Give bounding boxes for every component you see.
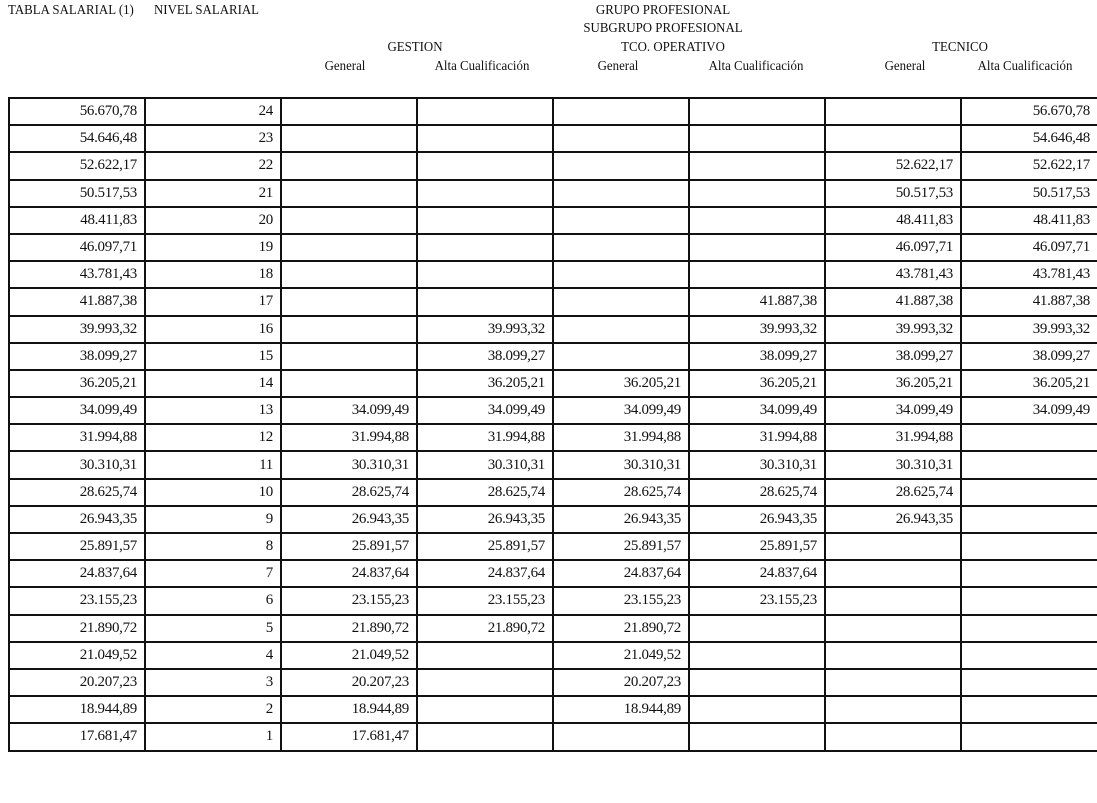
gestion-general-cell: 18.944,89 — [281, 696, 417, 723]
tecnico-general-cell: 28.625,74 — [825, 479, 961, 506]
tco-alta-cell: 34.099,49 — [689, 397, 825, 424]
gestion-alta-cell: 25.891,57 — [417, 533, 553, 560]
tabla-salarial-cell: 39.993,32 — [9, 316, 145, 343]
gestion-alta-cell — [417, 696, 553, 723]
tco-alta-cell — [689, 615, 825, 642]
tabla-salarial-cell: 18.944,89 — [9, 696, 145, 723]
nivel-salarial-header: NIVEL SALARIAL — [154, 3, 260, 18]
gestion-alta-cell — [417, 669, 553, 696]
tco-alta-cell — [689, 207, 825, 234]
tco-alta-cell: 41.887,38 — [689, 288, 825, 315]
tco-alta-cell — [689, 261, 825, 288]
gestion-general-cell — [281, 343, 417, 370]
tco-alta-cell: 24.837,64 — [689, 560, 825, 587]
tco-alta-cell — [689, 152, 825, 179]
tco-general-cell: 23.155,23 — [553, 587, 689, 614]
subcolumn-gestion-alta: Alta Cualificación — [434, 59, 530, 74]
tco-general-cell — [553, 234, 689, 261]
tecnico-alta-cell: 54.646,48 — [961, 125, 1097, 152]
nivel-salarial-cell: 9 — [145, 506, 281, 533]
table-row — [9, 370, 1097, 397]
gestion-alta-cell: 21.890,72 — [417, 615, 553, 642]
nivel-salarial-cell: 16 — [145, 316, 281, 343]
tco-alta-cell: 31.994,88 — [689, 424, 825, 451]
nivel-salarial-cell: 14 — [145, 370, 281, 397]
nivel-salarial-cell: 19 — [145, 234, 281, 261]
gestion-alta-cell: 24.837,64 — [417, 560, 553, 587]
gestion-alta-cell — [417, 261, 553, 288]
nivel-salarial-cell: 3 — [145, 669, 281, 696]
tecnico-alta-cell — [961, 451, 1097, 478]
nivel-salarial-cell: 12 — [145, 424, 281, 451]
tco-general-cell: 28.625,74 — [553, 479, 689, 506]
table-row — [9, 587, 1097, 614]
table-row — [9, 696, 1097, 723]
tco-alta-cell: 25.891,57 — [689, 533, 825, 560]
table-row — [9, 234, 1097, 261]
gestion-alta-cell — [417, 234, 553, 261]
gestion-alta-cell: 30.310,31 — [417, 451, 553, 478]
nivel-salarial-cell: 22 — [145, 152, 281, 179]
gestion-alta-cell — [417, 152, 553, 179]
tecnico-general-cell — [825, 642, 961, 669]
gestion-alta-cell — [417, 125, 553, 152]
tco-general-cell — [553, 180, 689, 207]
nivel-salarial-cell: 1 — [145, 723, 281, 750]
gestion-general-cell — [281, 207, 417, 234]
gestion-general-cell: 24.837,64 — [281, 560, 417, 587]
gestion-alta-cell: 26.943,35 — [417, 506, 553, 533]
tco-alta-cell — [689, 98, 825, 125]
tecnico-alta-cell — [961, 533, 1097, 560]
tco-alta-cell — [689, 696, 825, 723]
table-row — [9, 397, 1097, 424]
tco-general-cell: 30.310,31 — [553, 451, 689, 478]
tecnico-general-cell: 26.943,35 — [825, 506, 961, 533]
tco-general-cell — [553, 98, 689, 125]
gestion-alta-cell — [417, 723, 553, 750]
table-row — [9, 642, 1097, 669]
tco-general-cell — [553, 152, 689, 179]
tecnico-alta-cell: 38.099,27 — [961, 343, 1097, 370]
tecnico-general-cell: 34.099,49 — [825, 397, 961, 424]
gestion-general-cell: 26.943,35 — [281, 506, 417, 533]
group-gestion-header: GESTION — [387, 40, 443, 55]
tecnico-alta-cell — [961, 560, 1097, 587]
gestion-alta-cell: 36.205,21 — [417, 370, 553, 397]
gestion-general-cell: 31.994,88 — [281, 424, 417, 451]
table-row — [9, 316, 1097, 343]
tco-general-cell — [553, 261, 689, 288]
tco-general-cell — [553, 207, 689, 234]
table-row — [9, 288, 1097, 315]
table-row — [9, 451, 1097, 478]
tabla-salarial-cell: 41.887,38 — [9, 288, 145, 315]
subcolumn-tecnico-general: General — [884, 59, 926, 74]
tco-alta-cell — [689, 180, 825, 207]
table-row — [9, 180, 1097, 207]
gestion-general-cell: 30.310,31 — [281, 451, 417, 478]
tecnico-general-cell: 30.310,31 — [825, 451, 961, 478]
tabla-salarial-cell: 36.205,21 — [9, 370, 145, 397]
table-row — [9, 207, 1097, 234]
nivel-salarial-cell: 18 — [145, 261, 281, 288]
gestion-general-cell — [281, 180, 417, 207]
subgrupo-profesional-header: SUBGRUPO PROFESIONAL — [583, 21, 743, 36]
tecnico-general-cell — [825, 696, 961, 723]
tecnico-general-cell: 39.993,32 — [825, 316, 961, 343]
tecnico-general-cell — [825, 98, 961, 125]
tco-alta-cell: 36.205,21 — [689, 370, 825, 397]
gestion-general-cell: 25.891,57 — [281, 533, 417, 560]
tabla-salarial-cell: 21.890,72 — [9, 615, 145, 642]
tco-alta-cell: 28.625,74 — [689, 479, 825, 506]
tabla-salarial-cell: 24.837,64 — [9, 560, 145, 587]
tco-general-cell — [553, 316, 689, 343]
tecnico-general-cell — [825, 560, 961, 587]
tabla-salarial-cell: 23.155,23 — [9, 587, 145, 614]
tecnico-general-cell — [825, 125, 961, 152]
gestion-alta-cell: 31.994,88 — [417, 424, 553, 451]
table-row — [9, 152, 1097, 179]
gestion-general-cell — [281, 316, 417, 343]
gestion-general-cell — [281, 370, 417, 397]
gestion-alta-cell: 39.993,32 — [417, 316, 553, 343]
tecnico-alta-cell: 56.670,78 — [961, 98, 1097, 125]
tco-alta-cell: 26.943,35 — [689, 506, 825, 533]
gestion-alta-cell — [417, 98, 553, 125]
tecnico-alta-cell — [961, 696, 1097, 723]
tabla-salarial-cell: 48.411,83 — [9, 207, 145, 234]
tecnico-alta-cell — [961, 669, 1097, 696]
tco-general-cell: 31.994,88 — [553, 424, 689, 451]
gestion-general-cell — [281, 261, 417, 288]
tabla-salarial-cell: 34.099,49 — [9, 397, 145, 424]
gestion-alta-cell: 38.099,27 — [417, 343, 553, 370]
tabla-salarial-cell: 43.781,43 — [9, 261, 145, 288]
tabla-salarial-cell: 54.646,48 — [9, 125, 145, 152]
tecnico-general-cell — [825, 587, 961, 614]
gestion-general-cell — [281, 125, 417, 152]
gestion-alta-cell — [417, 207, 553, 234]
tco-alta-cell: 23.155,23 — [689, 587, 825, 614]
group-tecnico-header: TECNICO — [932, 40, 988, 55]
tco-general-cell — [553, 125, 689, 152]
gestion-general-cell — [281, 234, 417, 261]
table-row — [9, 669, 1097, 696]
tecnico-alta-cell: 41.887,38 — [961, 288, 1097, 315]
tco-general-cell — [553, 288, 689, 315]
gestion-general-cell: 21.049,52 — [281, 642, 417, 669]
nivel-salarial-cell: 10 — [145, 479, 281, 506]
tecnico-general-cell: 48.411,83 — [825, 207, 961, 234]
tabla-salarial-cell: 30.310,31 — [9, 451, 145, 478]
subcolumn-tecnico-alta: Alta Cualificación — [977, 59, 1073, 74]
tabla-salarial-cell: 56.670,78 — [9, 98, 145, 125]
tecnico-alta-cell — [961, 587, 1097, 614]
gestion-alta-cell: 23.155,23 — [417, 587, 553, 614]
tecnico-alta-cell — [961, 424, 1097, 451]
tco-general-cell — [553, 723, 689, 750]
group-tco-operativo-header: TCO. OPERATIVO — [621, 40, 725, 55]
tecnico-general-cell: 52.622,17 — [825, 152, 961, 179]
nivel-salarial-cell: 6 — [145, 587, 281, 614]
gestion-general-cell — [281, 98, 417, 125]
tco-general-cell: 20.207,23 — [553, 669, 689, 696]
gestion-general-cell: 28.625,74 — [281, 479, 417, 506]
tco-alta-cell — [689, 669, 825, 696]
tabla-salarial-cell: 31.994,88 — [9, 424, 145, 451]
gestion-alta-cell: 34.099,49 — [417, 397, 553, 424]
tecnico-alta-cell: 39.993,32 — [961, 316, 1097, 343]
gestion-general-cell: 20.207,23 — [281, 669, 417, 696]
tco-alta-cell — [689, 234, 825, 261]
tecnico-general-cell: 50.517,53 — [825, 180, 961, 207]
table-row — [9, 98, 1097, 125]
tco-alta-cell — [689, 125, 825, 152]
gestion-alta-cell — [417, 288, 553, 315]
tecnico-general-cell: 36.205,21 — [825, 370, 961, 397]
nivel-salarial-cell: 23 — [145, 125, 281, 152]
tecnico-alta-cell: 52.622,17 — [961, 152, 1097, 179]
tecnico-alta-cell: 34.099,49 — [961, 397, 1097, 424]
gestion-alta-cell: 28.625,74 — [417, 479, 553, 506]
tco-alta-cell — [689, 723, 825, 750]
gestion-general-cell: 17.681,47 — [281, 723, 417, 750]
tabla-salarial-cell: 46.097,71 — [9, 234, 145, 261]
gestion-alta-cell — [417, 180, 553, 207]
tco-alta-cell: 39.993,32 — [689, 316, 825, 343]
table-row — [9, 479, 1097, 506]
tecnico-alta-cell — [961, 615, 1097, 642]
table-row — [9, 533, 1097, 560]
tecnico-general-cell: 41.887,38 — [825, 288, 961, 315]
tabla-salarial-cell: 20.207,23 — [9, 669, 145, 696]
nivel-salarial-cell: 5 — [145, 615, 281, 642]
tecnico-general-cell: 43.781,43 — [825, 261, 961, 288]
subcolumn-tco-alta: Alta Cualificación — [708, 59, 804, 74]
tco-alta-cell — [689, 642, 825, 669]
tecnico-general-cell — [825, 723, 961, 750]
tecnico-alta-cell: 50.517,53 — [961, 180, 1097, 207]
tabla-salarial-cell: 21.049,52 — [9, 642, 145, 669]
tecnico-general-cell — [825, 533, 961, 560]
nivel-salarial-cell: 4 — [145, 642, 281, 669]
tabla-salarial-header: TABLA SALARIAL (1) — [8, 3, 134, 18]
salary-table — [8, 97, 1097, 752]
tecnico-alta-cell: 36.205,21 — [961, 370, 1097, 397]
tecnico-general-cell: 46.097,71 — [825, 234, 961, 261]
gestion-general-cell: 21.890,72 — [281, 615, 417, 642]
nivel-salarial-cell: 17 — [145, 288, 281, 315]
tabla-salarial-cell: 50.517,53 — [9, 180, 145, 207]
nivel-salarial-cell: 24 — [145, 98, 281, 125]
tco-alta-cell: 38.099,27 — [689, 343, 825, 370]
nivel-salarial-cell: 13 — [145, 397, 281, 424]
gestion-alta-cell — [417, 642, 553, 669]
tecnico-general-cell: 38.099,27 — [825, 343, 961, 370]
salary-table-body — [9, 98, 1097, 751]
subcolumn-tco-general: General — [597, 59, 639, 74]
nivel-salarial-cell: 2 — [145, 696, 281, 723]
table-row — [9, 723, 1097, 750]
gestion-general-cell — [281, 288, 417, 315]
tco-general-cell: 21.049,52 — [553, 642, 689, 669]
tabla-salarial-cell: 17.681,47 — [9, 723, 145, 750]
table-row — [9, 343, 1097, 370]
grupo-profesional-header: GRUPO PROFESIONAL — [595, 3, 731, 18]
tecnico-general-cell — [825, 669, 961, 696]
nivel-salarial-cell: 7 — [145, 560, 281, 587]
tco-general-cell: 18.944,89 — [553, 696, 689, 723]
tco-alta-cell: 30.310,31 — [689, 451, 825, 478]
gestion-general-cell: 34.099,49 — [281, 397, 417, 424]
table-row — [9, 261, 1097, 288]
nivel-salarial-cell: 8 — [145, 533, 281, 560]
tecnico-alta-cell: 43.781,43 — [961, 261, 1097, 288]
nivel-salarial-cell: 21 — [145, 180, 281, 207]
tabla-salarial-cell: 52.622,17 — [9, 152, 145, 179]
tecnico-general-cell: 31.994,88 — [825, 424, 961, 451]
table-row — [9, 125, 1097, 152]
nivel-salarial-cell: 15 — [145, 343, 281, 370]
tco-general-cell: 36.205,21 — [553, 370, 689, 397]
tco-general-cell: 26.943,35 — [553, 506, 689, 533]
table-row — [9, 615, 1097, 642]
table-row — [9, 424, 1097, 451]
nivel-salarial-cell: 11 — [145, 451, 281, 478]
tabla-salarial-cell: 26.943,35 — [9, 506, 145, 533]
tabla-salarial-cell: 25.891,57 — [9, 533, 145, 560]
tabla-salarial-cell: 28.625,74 — [9, 479, 145, 506]
tecnico-alta-cell — [961, 642, 1097, 669]
tecnico-alta-cell — [961, 479, 1097, 506]
tecnico-alta-cell: 48.411,83 — [961, 207, 1097, 234]
tecnico-alta-cell — [961, 723, 1097, 750]
tecnico-general-cell — [825, 615, 961, 642]
gestion-general-cell — [281, 152, 417, 179]
tco-general-cell: 34.099,49 — [553, 397, 689, 424]
table-row — [9, 506, 1097, 533]
table-row — [9, 560, 1097, 587]
subcolumn-gestion-general: General — [324, 59, 366, 74]
nivel-salarial-cell: 20 — [145, 207, 281, 234]
gestion-general-cell: 23.155,23 — [281, 587, 417, 614]
tco-general-cell: 21.890,72 — [553, 615, 689, 642]
tecnico-alta-cell — [961, 506, 1097, 533]
tecnico-alta-cell: 46.097,71 — [961, 234, 1097, 261]
tco-general-cell — [553, 343, 689, 370]
tco-general-cell: 25.891,57 — [553, 533, 689, 560]
tco-general-cell: 24.837,64 — [553, 560, 689, 587]
tabla-salarial-cell: 38.099,27 — [9, 343, 145, 370]
